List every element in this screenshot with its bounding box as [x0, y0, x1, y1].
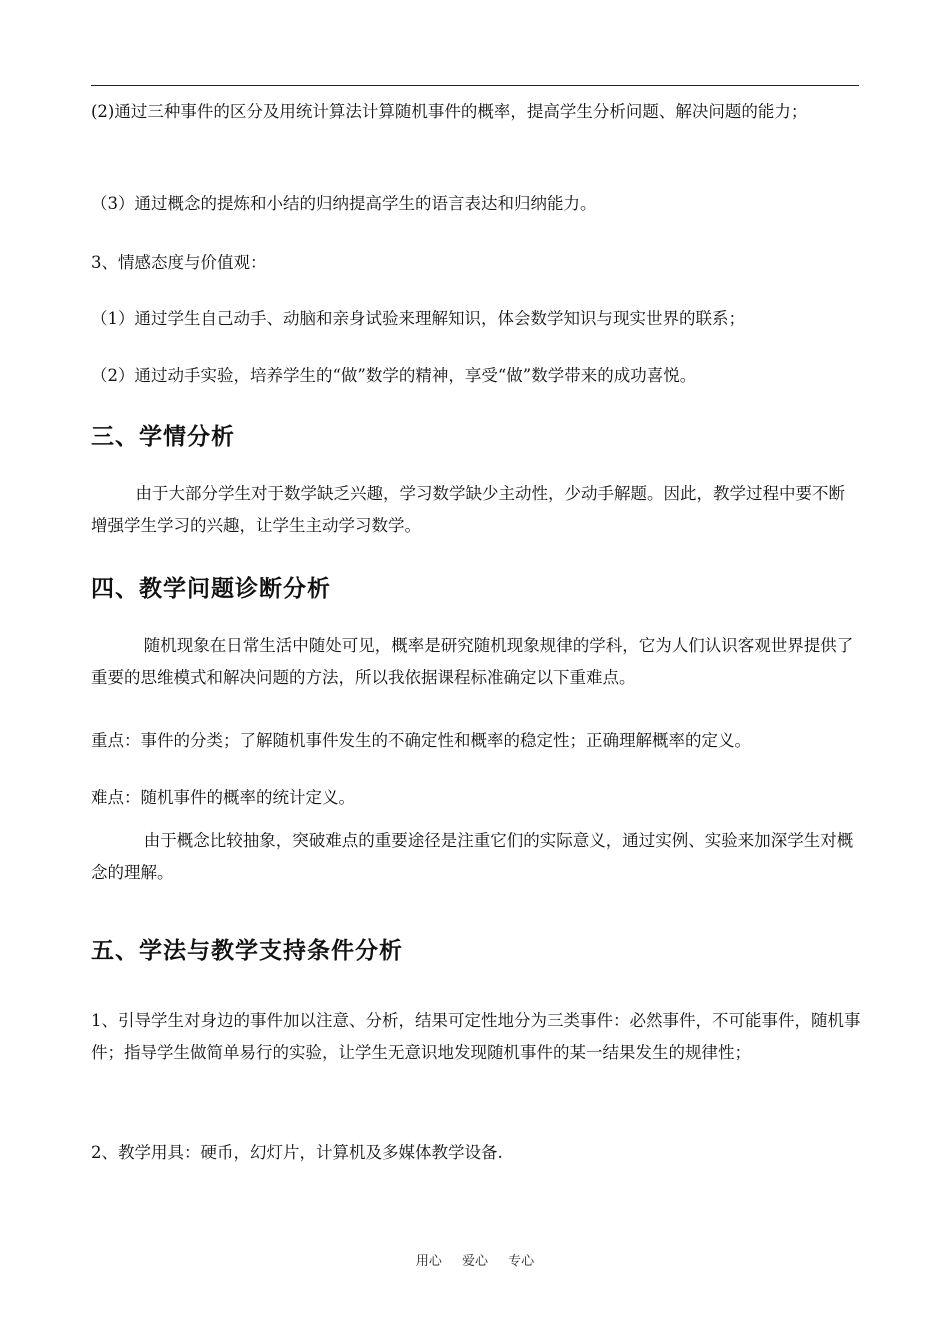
- paragraph-key-points: 重点：事件的分类；了解随机事件发生的不确定性和概率的稳定性；正确理解概率的定义。: [91, 731, 751, 750]
- footer-word-1: 用心: [415, 1254, 442, 1269]
- paragraph-guidance: 1、引导学生对身边的事件加以注意、分析，结果可定性地分为三类事件：必然事件，不可能事件，随机事件；指导学生做简单易行的实验，让学生无意识地发现随机事件的某一结果发生的规律性；: [91, 1011, 861, 1062]
- section-heading-3: 三、学情分析: [91, 424, 235, 450]
- section-heading-5: 五、学法与教学支持条件分析: [91, 938, 403, 964]
- paragraph-difficulty: 难点：随机事件的概率的统计定义。: [91, 788, 355, 807]
- paragraph-summary: （3）通过概念的提炼和小结的归纳提高学生的语言表达和归纳能力。: [91, 194, 597, 213]
- paragraph-hands-on: （1）通过学生自己动手、动脑和亲身试验来理解知识，体会数学知识与现实世界的联系；: [91, 309, 745, 328]
- paragraph-tools: 2、教学用具：硬币，幻灯片，计算机及多媒体教学设备.: [91, 1143, 503, 1162]
- paragraph-emotion-heading: 3、情感态度与价值观：: [91, 253, 267, 272]
- footer-word-3: 专心: [508, 1254, 535, 1269]
- paragraph-random-phenomena: 随机现象在日常生活中随处可见，概率是研究随机现象规律的学科，它为人们认识客观世界提供了重要的思维模式和解决问题的方法，所以我依据课程标准确定以下重难点。: [91, 636, 854, 687]
- paragraph-experiment: （2）通过动手实验，培养学生的“做”数学的精神，享受“做”数学带来的成功喜悦。: [91, 366, 697, 385]
- footer-word-2: 爱心: [461, 1254, 488, 1269]
- header-rule: [91, 85, 859, 86]
- paragraph-ability: (2)通过三种事件的区分及用统计算法计算随机事件的概率，提高学生分析问题、解决问题的能力；: [91, 102, 808, 121]
- paragraph-concept: 由于概念比较抽象，突破难点的重要途径是注重它们的实际意义，通过实例、实验来加深学生对概念的理解。: [91, 831, 854, 882]
- paragraph-student-analysis: 由于大部分学生对于数学缺乏兴趣，学习数学缺少主动性，少动手解题。因此，教学过程中要不断增强学生学习的兴趣，让学生主动学习数学。: [91, 484, 846, 535]
- page-footer: [0, 1250, 950, 1269]
- section-heading-4: 四、教学问题诊断分析: [91, 576, 331, 602]
